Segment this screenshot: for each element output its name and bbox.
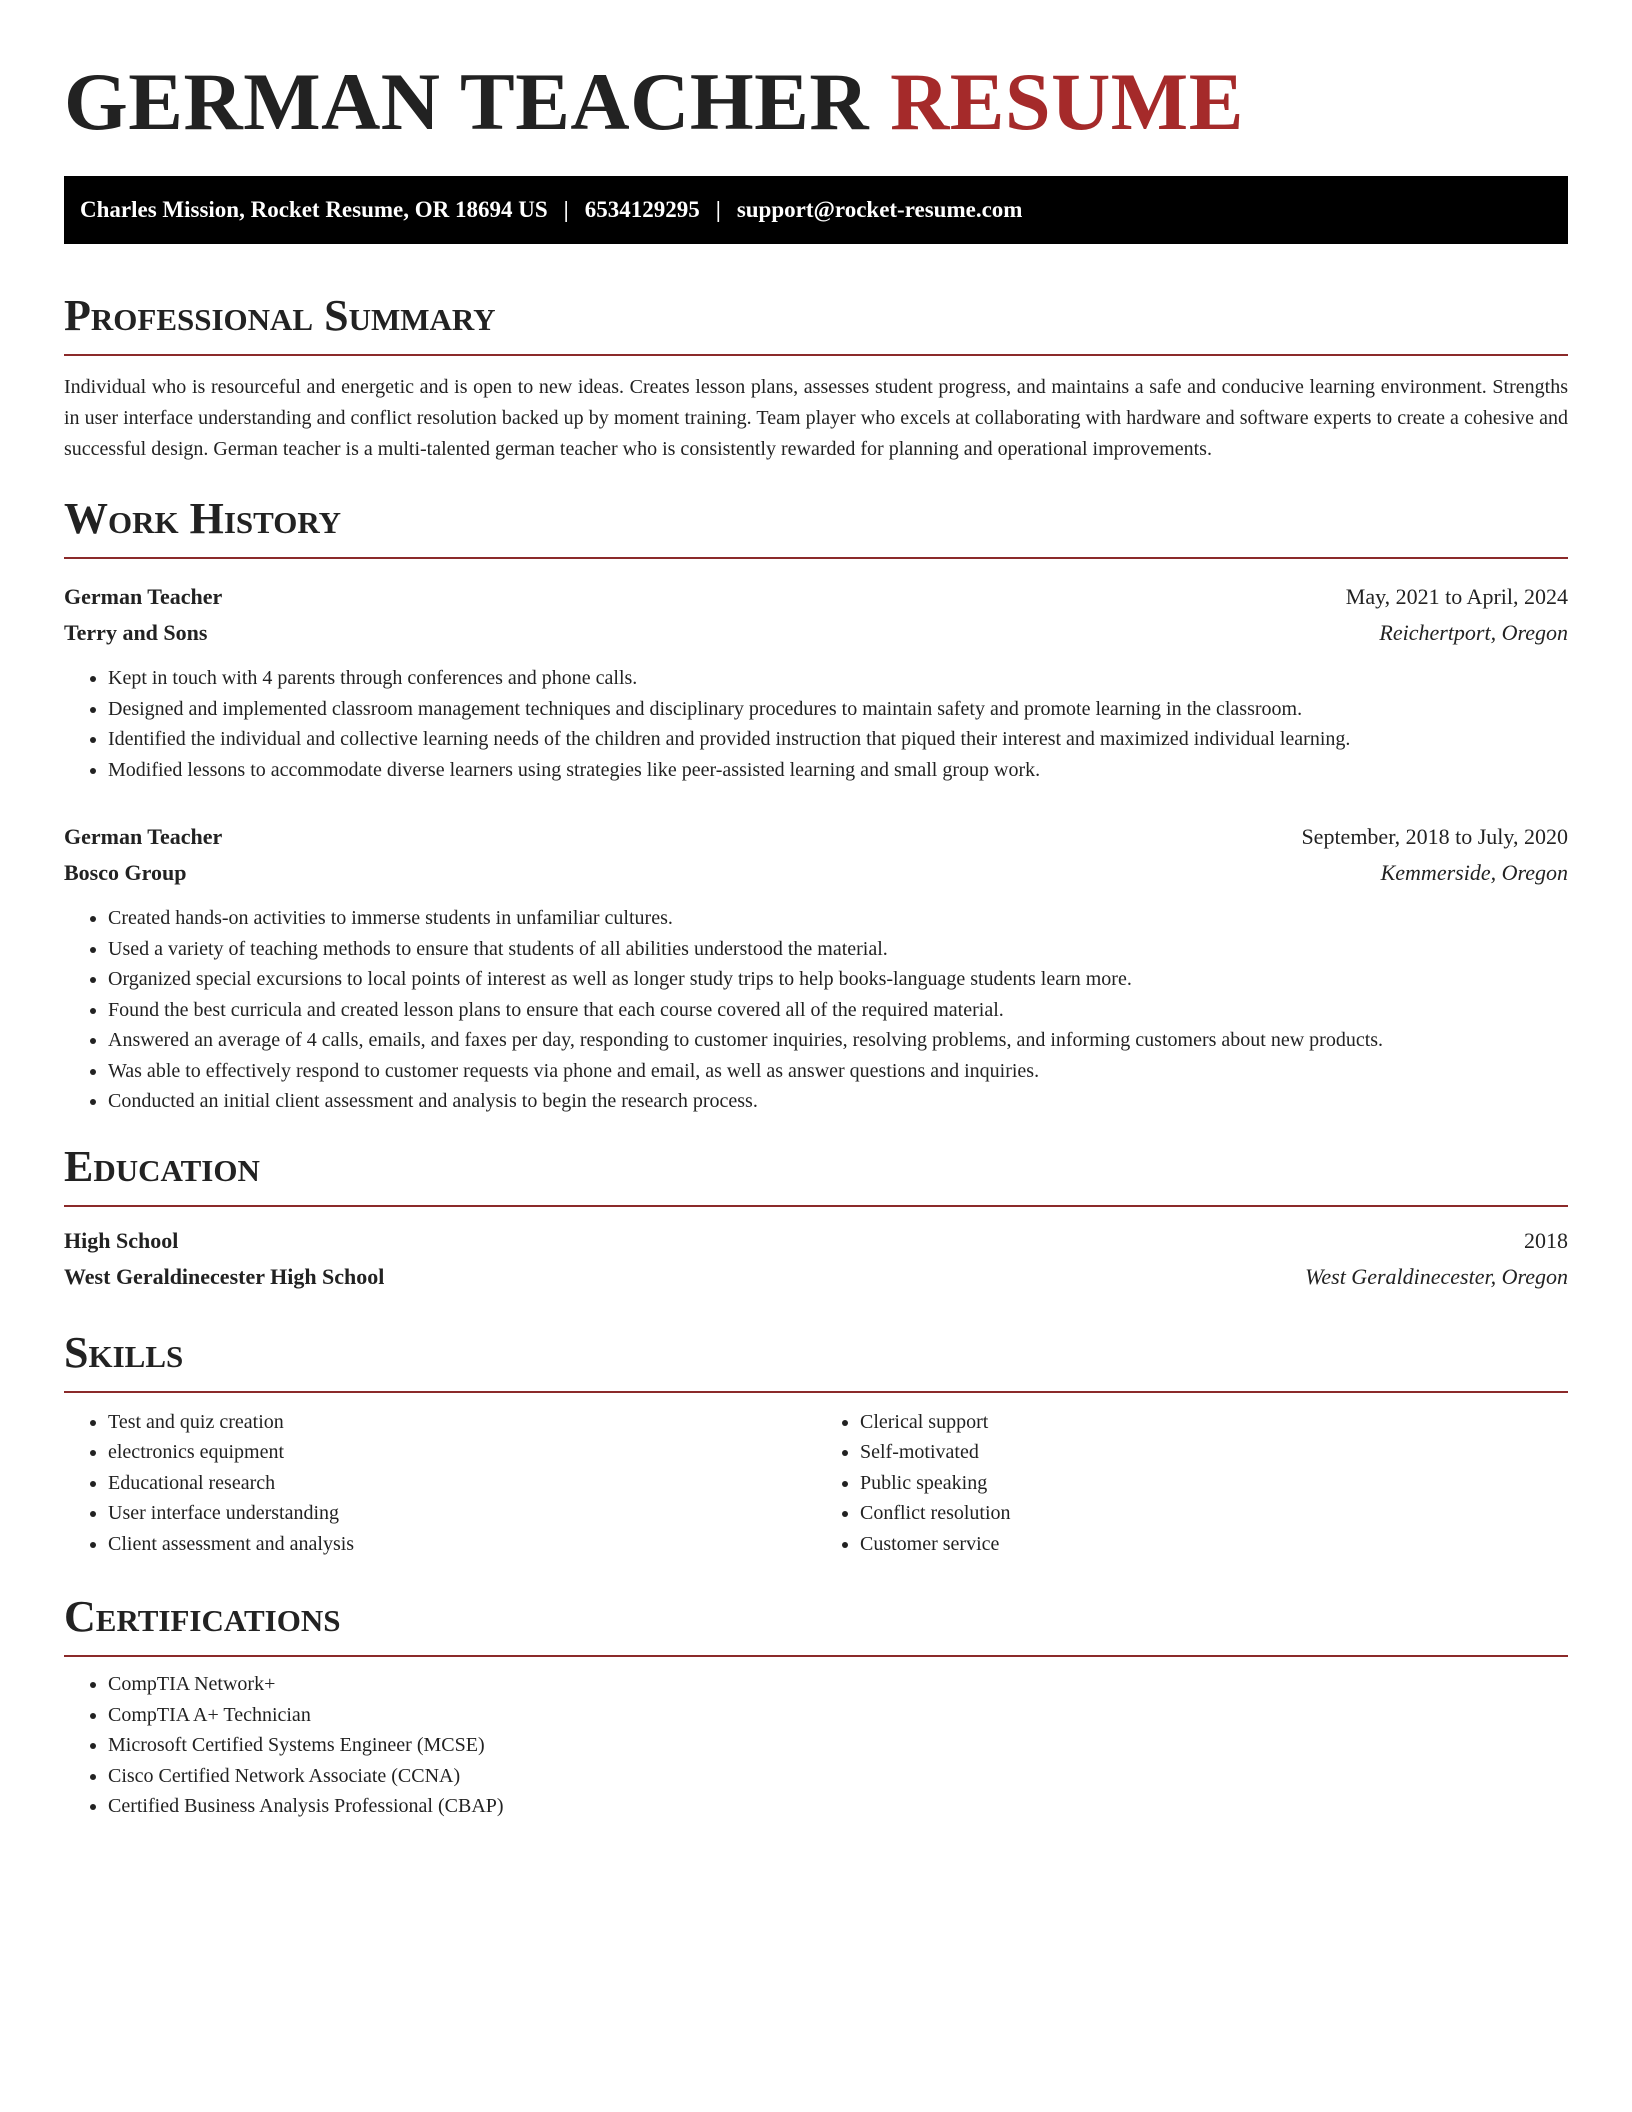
list-item: • Conflict resolution: [860, 1498, 1568, 1529]
job-header-row: [64, 819, 1568, 855]
resume-title: [64, 0, 1568, 152]
contact-address: Charles Mission, Rocket Resume, OR 18694 US: [80, 197, 548, 222]
education-location: West Geraldinecester, Oregon: [1305, 1263, 1568, 1289]
work-history-section: [64, 489, 1568, 1117]
list-item: • Created hands-on activities to immerse students in unfamiliar cultures.: [108, 903, 1568, 934]
list-item: • Clerical support: [860, 1407, 1568, 1438]
certifications-list: [64, 1669, 1568, 1822]
job-header-row: [64, 579, 1568, 615]
job-company-row: [64, 855, 1568, 891]
list-item: • electronics equipment: [108, 1437, 816, 1468]
job-dates: May, 2021 to April, 2024: [1345, 584, 1568, 609]
list-item: • Was able to effectively respond to customer requests via phone and email, as well as answer questions and inquiries.: [108, 1056, 1568, 1087]
list-item: • Conducted an initial client assessment and analysis to begin the research process.: [108, 1086, 1568, 1117]
contact-phone: 6534129295: [584, 197, 700, 222]
list-item: • Public speaking: [860, 1468, 1568, 1499]
list-item: • Identified the individual and collective learning needs of the children and provided instruction that piqued their interest and maximized individual learning.: [108, 724, 1568, 755]
summary-section: [64, 286, 1568, 465]
list-item: • Client assessment and analysis: [108, 1529, 816, 1560]
list-item: • Found the best curricula and created lesson plans to ensure that each course covered all of the required material.: [108, 995, 1568, 1026]
list-item: • CompTIA Network+: [108, 1669, 1568, 1700]
job-company: Terry and Sons: [64, 620, 208, 645]
list-item: • Self-motivated: [860, 1437, 1568, 1468]
list-item: • Answered an average of 4 calls, emails, and faxes per day, responding to customer inquiries, resolving problems, and informing customers about new products.: [108, 1025, 1568, 1056]
certifications-section: [64, 1587, 1568, 1822]
list-item: • Certified Business Analysis Professional (CBAP): [108, 1791, 1568, 1822]
education-heading: Education: [64, 1137, 1568, 1207]
work-history-heading: Work History: [64, 489, 1568, 559]
skills-list-left: [64, 1407, 816, 1560]
skills-section: [64, 1323, 1568, 1560]
list-item: • CompTIA A+ Technician: [108, 1700, 1568, 1731]
education-section: [64, 1137, 1568, 1295]
job-company: Bosco Group: [64, 860, 187, 885]
education-entry: [64, 1223, 1568, 1295]
skills-heading: Skills: [64, 1323, 1568, 1393]
education-degree: High School: [64, 1227, 179, 1253]
job-title: German Teacher: [64, 584, 223, 609]
list-item: • Used a variety of teaching methods to ensure that students of all abilities understood the material.: [108, 934, 1568, 965]
contact-email: support@rocket-resume.com: [736, 197, 1023, 222]
education-school: West Geraldinecester High School: [64, 1263, 385, 1289]
job-title: German Teacher: [64, 824, 223, 849]
list-item: • Customer service: [860, 1529, 1568, 1560]
list-item: • Modified lessons to accommodate diverse learners using strategies like peer-assisted learning and small group work.: [108, 755, 1568, 786]
skills-list-right: [816, 1407, 1568, 1560]
title-main: GERMAN TEACHER: [64, 56, 870, 147]
list-item: • Cisco Certified Network Associate (CCNA): [108, 1761, 1568, 1792]
job-bullets: [64, 663, 1568, 785]
education-school-row: [64, 1259, 1568, 1295]
job-bullets: [64, 903, 1568, 1117]
job-entry: [64, 819, 1568, 1117]
contact-separator: |: [563, 197, 569, 222]
job-entry: [64, 579, 1568, 785]
summary-text: Individual who is resourceful and energetic and is open to new ideas. Creates lesson plans, assesses student progress, and maintains a safe and conducive learning environment. Strengths in user interface understanding and conflict resolution backed up by moment training. Team player who excels at collaborating with hardware and software experts to create a cohesive and successful design. German teacher is a multi-talented german teacher who is consistently rewarded for planning and operational improvements.: [64, 376, 1568, 460]
contact-bar: [64, 176, 1568, 244]
certifications-heading: Certifications: [64, 1587, 1568, 1657]
contact-separator: |: [715, 197, 721, 222]
job-location: Reichertport, Oregon: [1379, 620, 1568, 645]
list-item: • Test and quiz creation: [108, 1407, 816, 1438]
list-item: • Microsoft Certified Systems Engineer (MCSE): [108, 1730, 1568, 1761]
education-year: 2018: [1524, 1227, 1568, 1253]
job-location: Kemmerside, Oregon: [1380, 860, 1568, 885]
job-dates: September, 2018 to July, 2020: [1301, 824, 1568, 849]
title-accent: RESUME: [890, 56, 1244, 147]
list-item: • Designed and implemented classroom management techniques and disciplinary procedures to maintain safety and promote learning in the classroom.: [108, 694, 1568, 725]
list-item: • Kept in touch with 4 parents through conferences and phone calls.: [108, 663, 1568, 694]
summary-heading: Professional Summary: [64, 286, 1568, 356]
job-company-row: [64, 615, 1568, 651]
list-item: • Educational research: [108, 1468, 816, 1499]
list-item: • Organized special excursions to local points of interest as well as longer study trips to help books-language students learn more.: [108, 964, 1568, 995]
list-item: • User interface understanding: [108, 1498, 816, 1529]
skills-columns: [64, 1407, 1568, 1560]
education-degree-row: [64, 1223, 1568, 1259]
